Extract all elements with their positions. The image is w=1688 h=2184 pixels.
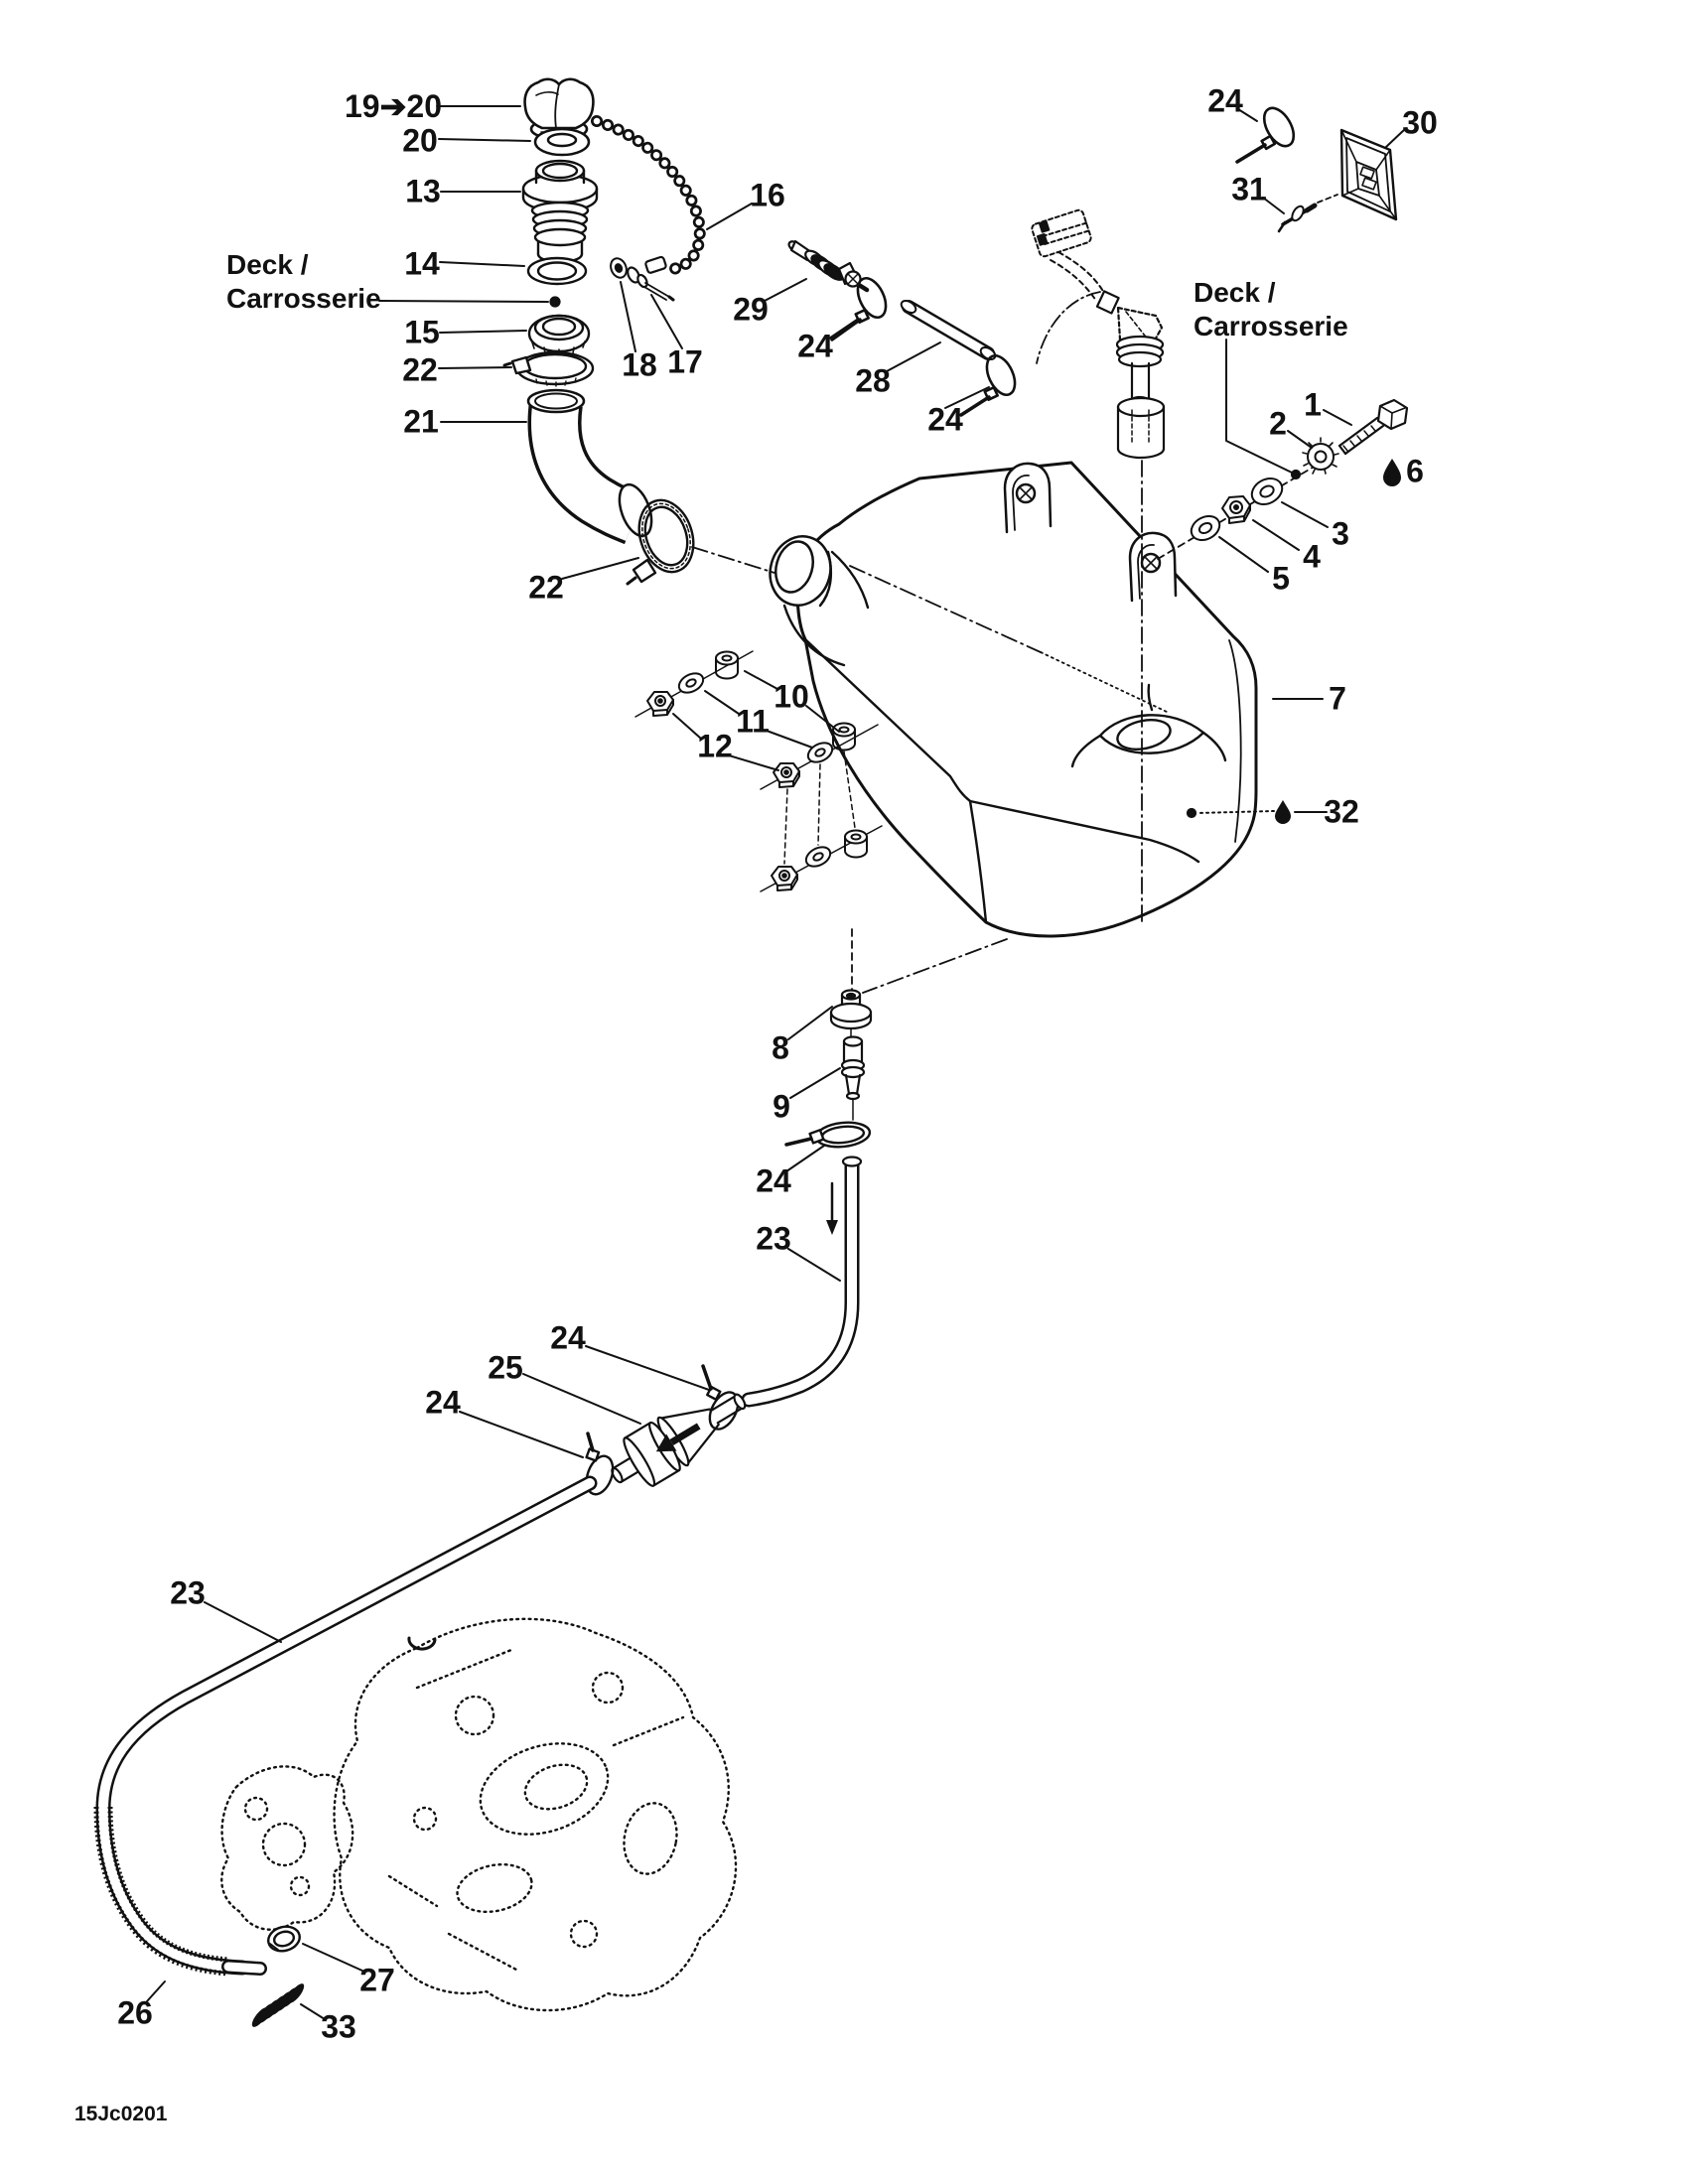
callout-11: 11	[736, 703, 770, 740]
deck-note-left-line2: Carrosserie	[226, 283, 381, 314]
callout-28: 28	[855, 362, 891, 399]
callout-24-f: 24	[425, 1384, 461, 1421]
callout-24-a: 24	[797, 328, 833, 364]
deck-note-left-line1: Deck /	[226, 249, 309, 280]
hose-clamp-engine	[265, 1923, 302, 1954]
deck-point-left	[551, 298, 560, 307]
tie-mount	[1341, 130, 1396, 219]
cable-tie-b	[961, 351, 1021, 415]
callout-24-c: 24	[1207, 82, 1243, 119]
callout-2: 2	[1269, 405, 1287, 442]
callout-15: 15	[404, 314, 440, 350]
cap-gasket	[535, 129, 589, 155]
callout-33: 33	[321, 2008, 356, 2045]
callout-12: 12	[697, 728, 733, 764]
vent-elbow	[1097, 291, 1163, 405]
neck-washer	[528, 258, 586, 284]
engine-block	[221, 1619, 736, 2010]
callout-31: 31	[1231, 171, 1267, 207]
nut	[1222, 496, 1250, 523]
callout-4: 4	[1303, 538, 1321, 575]
tank-mount-tab-1	[1005, 464, 1051, 532]
callout-5: 5	[1272, 560, 1290, 597]
lock-washer	[1303, 438, 1338, 474]
callout-23-long: 23	[170, 1574, 206, 1611]
flow-arrow	[826, 1183, 838, 1235]
callout-1: 1	[1304, 386, 1322, 423]
deck-note-left	[226, 248, 381, 316]
filler-neck	[523, 161, 597, 262]
sheet-code: 15Jc0201	[74, 2103, 168, 2125]
protective-hose	[103, 1807, 260, 1969]
bolt	[1339, 400, 1407, 454]
deck-note-right-line2: Carrosserie	[1194, 311, 1348, 341]
retaining-chain	[597, 121, 700, 273]
callout-29: 29	[733, 291, 769, 328]
callout-22-lower: 22	[528, 569, 564, 606]
deck-point-right	[1292, 471, 1300, 478]
tank-mount-tab-2	[1130, 533, 1176, 601]
callout-30: 30	[1402, 104, 1438, 141]
callout-18: 18	[622, 346, 657, 383]
callout-24-d: 24	[756, 1162, 791, 1199]
vent-tube	[900, 299, 998, 362]
deck-note-right-line1: Deck /	[1194, 277, 1276, 308]
elbow-hose	[528, 390, 657, 540]
vent-connector	[1031, 208, 1092, 257]
oil-drop-32	[1275, 800, 1291, 824]
callout-8: 8	[772, 1029, 789, 1066]
mount-screw	[1279, 195, 1337, 231]
callout-13: 13	[405, 173, 441, 209]
oil-point-32	[1188, 809, 1196, 817]
callout-17: 17	[667, 343, 703, 380]
grommet-set-3	[761, 826, 882, 891]
callout-10: 10	[774, 678, 809, 715]
outlet-grommet	[831, 991, 871, 1039]
callout-32: 32	[1324, 793, 1359, 830]
hose-clamp-upper	[504, 352, 593, 386]
callout-3: 3	[1332, 515, 1349, 552]
callout-21: 21	[403, 403, 439, 440]
callout-24-b: 24	[927, 401, 963, 438]
callout-22-upper: 22	[402, 351, 438, 388]
small-washer	[608, 256, 629, 280]
callout-9: 9	[773, 1088, 790, 1125]
callout-6: 6	[1406, 453, 1424, 489]
callout-7: 7	[1329, 680, 1346, 717]
callout-25: 25	[488, 1349, 523, 1386]
vent-hose-hidden	[1037, 252, 1105, 363]
spring	[249, 1981, 307, 2029]
loctite-drop	[1383, 459, 1401, 486]
deck-note-right	[1194, 276, 1348, 343]
callout-26: 26	[117, 1994, 153, 2031]
callout-19-20: 19➔20	[345, 88, 442, 124]
callout-20: 20	[402, 122, 438, 159]
vent-cap-sleeve	[1118, 398, 1164, 458]
oil-hose-long	[103, 1483, 590, 1968]
washer	[1188, 511, 1224, 545]
flat-washer	[1247, 474, 1287, 509]
callout-23-upper: 23	[756, 1220, 791, 1257]
callout-27: 27	[359, 1962, 395, 1998]
cable-tie-d	[786, 1120, 871, 1150]
neck-nut	[529, 316, 589, 355]
callout-14: 14	[404, 245, 440, 282]
cable-tie-c	[1237, 103, 1300, 162]
engine-clip	[409, 1638, 435, 1649]
outlet-fitting	[842, 1037, 864, 1121]
callout-16: 16	[750, 177, 785, 213]
oil-tank	[797, 463, 1256, 936]
callout-24-e: 24	[550, 1319, 586, 1356]
